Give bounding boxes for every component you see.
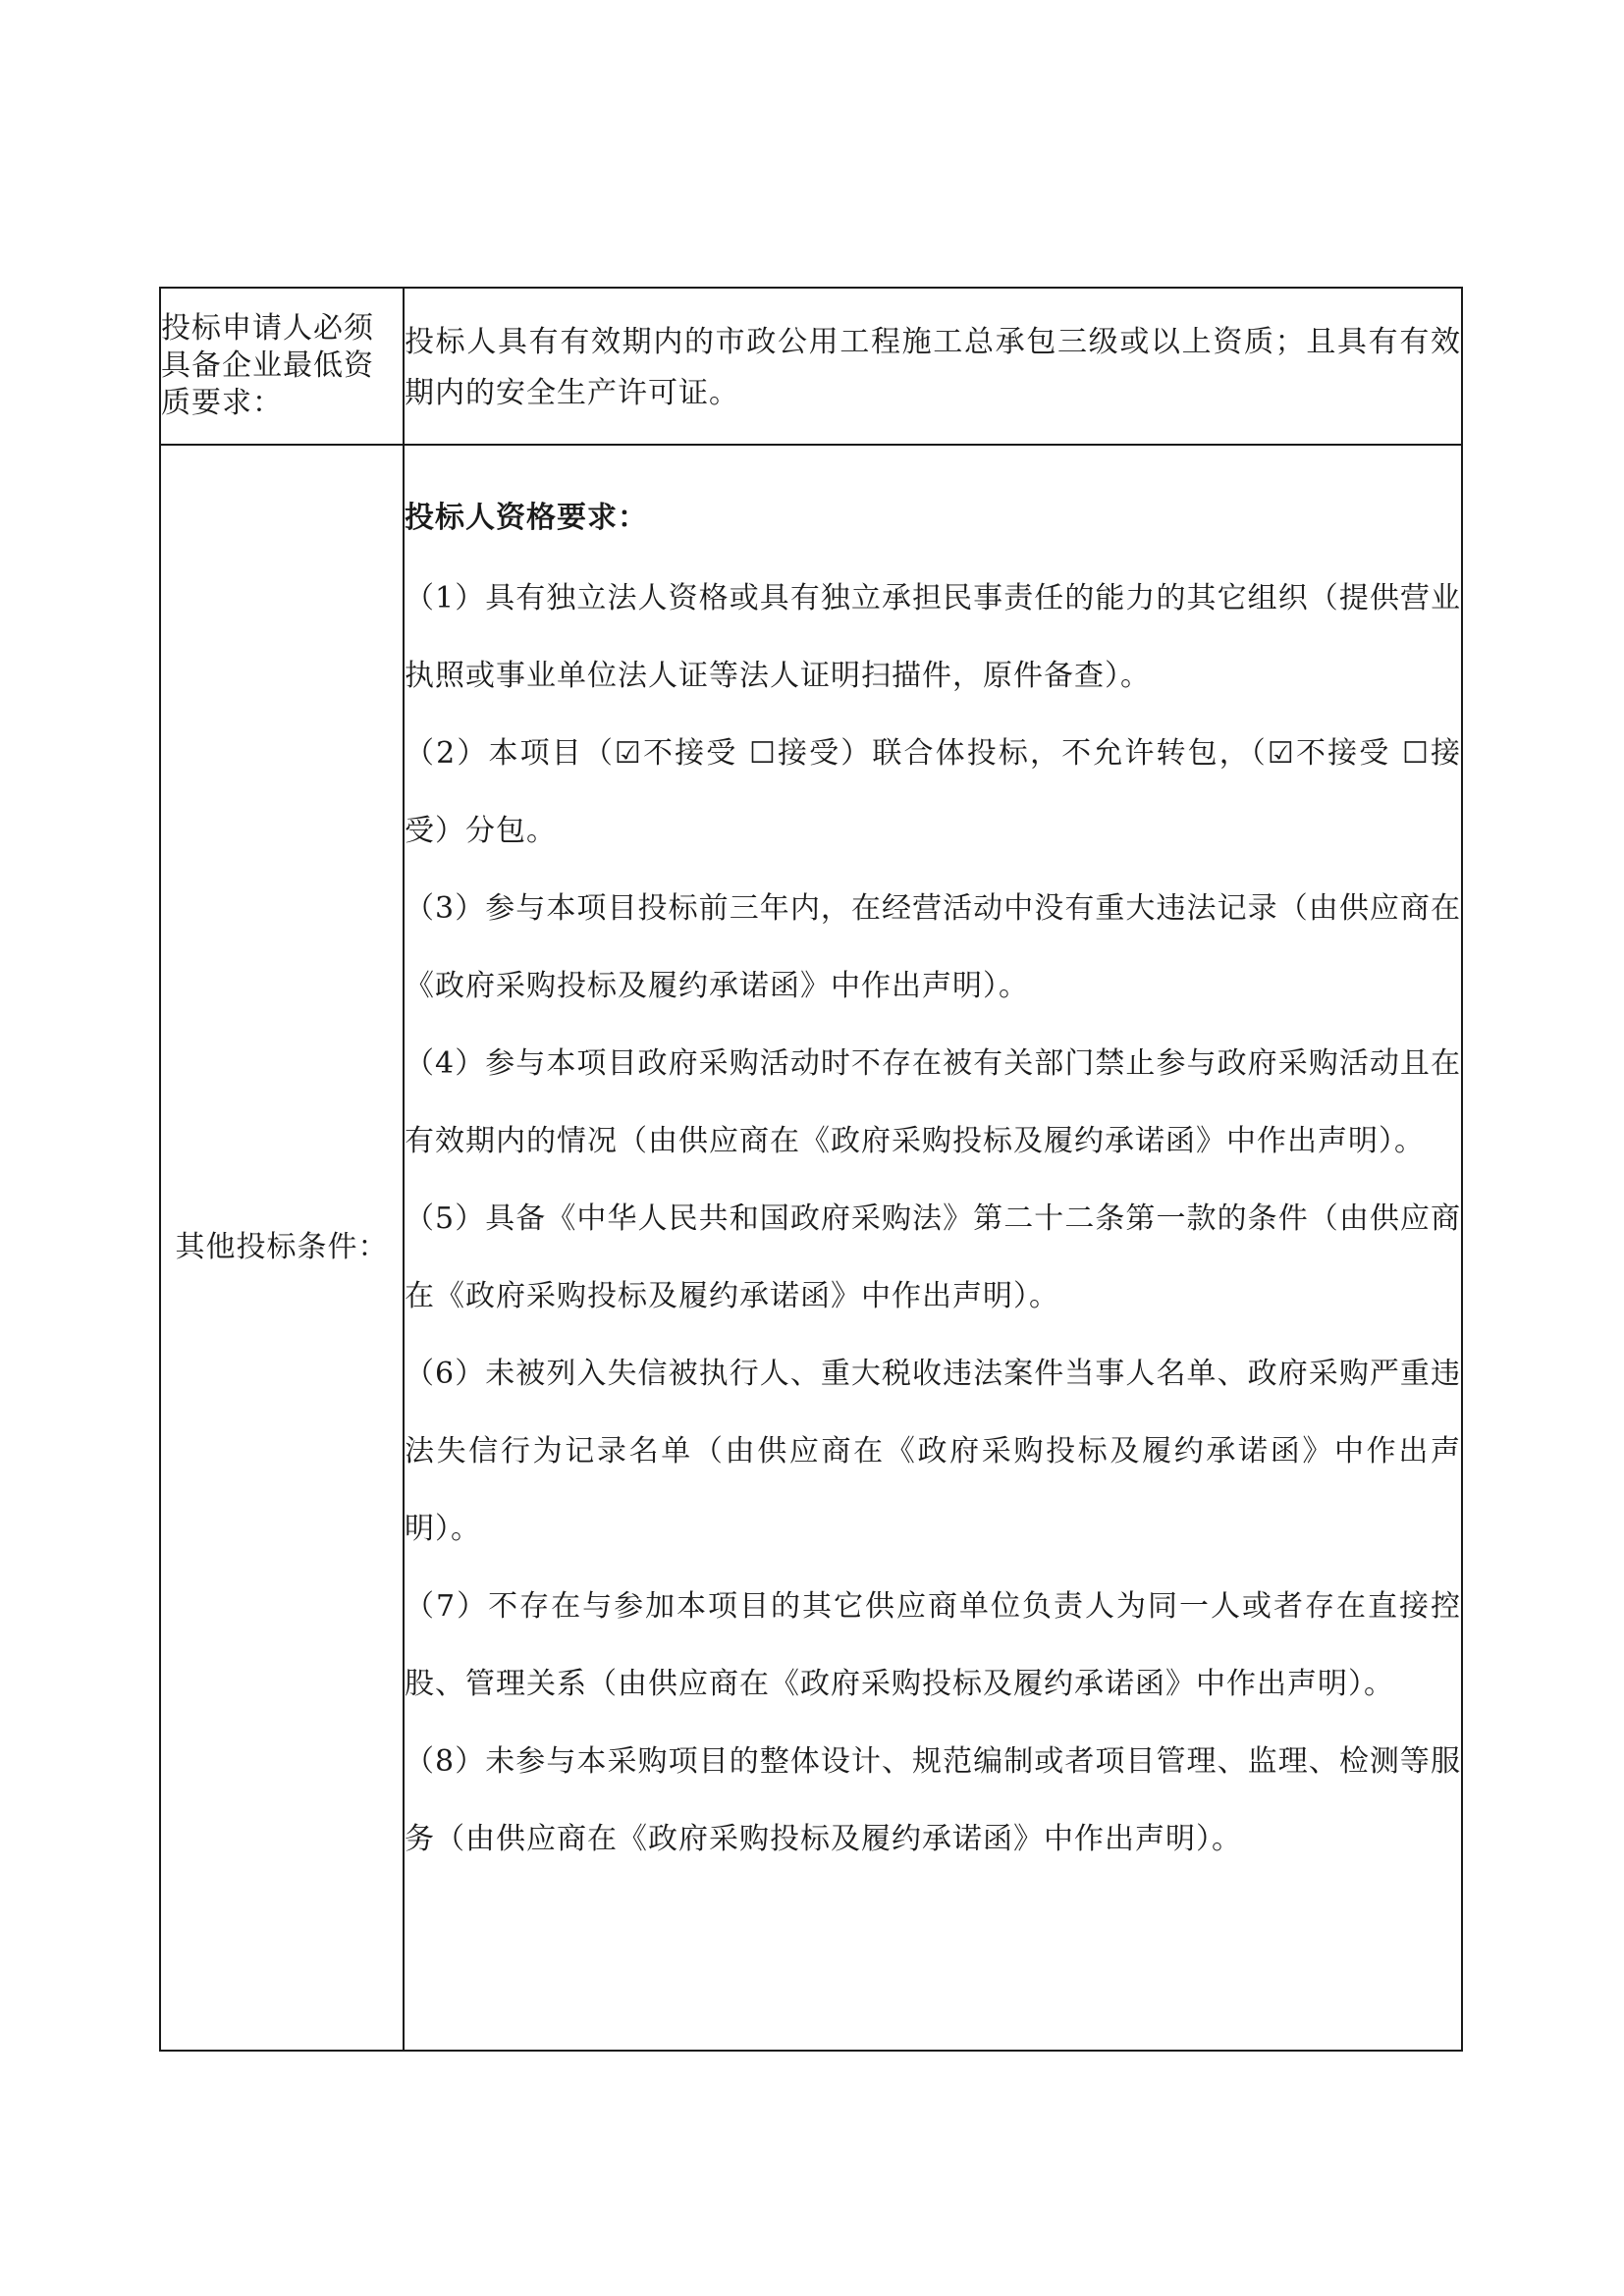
content-cell-other-conditions: [404, 445, 1462, 2051]
requirement-item-6: （6）未被列入失信被执行人、重大税收违法案件当事人名单、政府采购严重违法失信行为记录名单（由供应商在《政府采购投标及履约承诺函》中作出声明）。: [405, 1357, 1461, 1546]
label-cell-other-conditions: [160, 445, 404, 2051]
requirement-item-5: （5）具备《中华人民共和国政府采购法》第二十二条第一款的条件（由供应商在《政府采购投标及履约承诺函》中作出声明）。: [405, 1201, 1461, 1313]
section-heading: 投标人资格要求：: [405, 501, 648, 535]
table-row-other-conditions: [160, 445, 1462, 2051]
qualification-text: 投标人具有有效期内的市政公用工程施工总承包三级或以上资质；且具有有效期内的安全生产许可证。: [405, 325, 1461, 410]
requirement-item-4: （4）参与本项目政府采购活动时不存在被有关部门禁止参与政府采购活动且在有效期内的情况（由供应商在《政府采购投标及履约承诺函》中作出声明）。: [405, 1046, 1461, 1158]
requirements-table: [159, 287, 1463, 2052]
requirement-item-7: （7）不存在与参加本项目的其它供应商单位负责人为同一人或者存在直接控股、管理关系（由供应商在《政府采购投标及履约承诺函》中作出声明）。: [405, 1589, 1461, 1701]
row-label-other-conditions: 其他投标条件：: [175, 1230, 389, 1264]
label-cell-qualification: [160, 288, 404, 445]
requirement-item-3: （3）参与本项目投标前三年内，在经营活动中没有重大违法记录（由供应商在《政府采购投标及履约承诺函》中作出声明）。: [405, 891, 1461, 1003]
table-row-qualification: [160, 288, 1462, 445]
content-cell-qualification: [404, 288, 1462, 445]
requirement-item-1: （1）具有独立法人资格或具有独立承担民事责任的能力的其它组织（提供营业执照或事业单位法人证等法人证明扫描件，原件备查）。: [405, 581, 1461, 693]
requirement-item-8: （8）未参与本采购项目的整体设计、规范编制或者项目管理、监理、检测等服务（由供应商在《政府采购投标及履约承诺函》中作出声明）。: [405, 1744, 1461, 1856]
row-label-qualification: 投标申请人必须具备企业最低资质要求：: [161, 311, 374, 420]
requirement-item-2: （2）本项目（☑不接受 ☐接受）联合体投标，不允许转包，（☑不接受 ☐接受）分包。: [405, 736, 1461, 848]
